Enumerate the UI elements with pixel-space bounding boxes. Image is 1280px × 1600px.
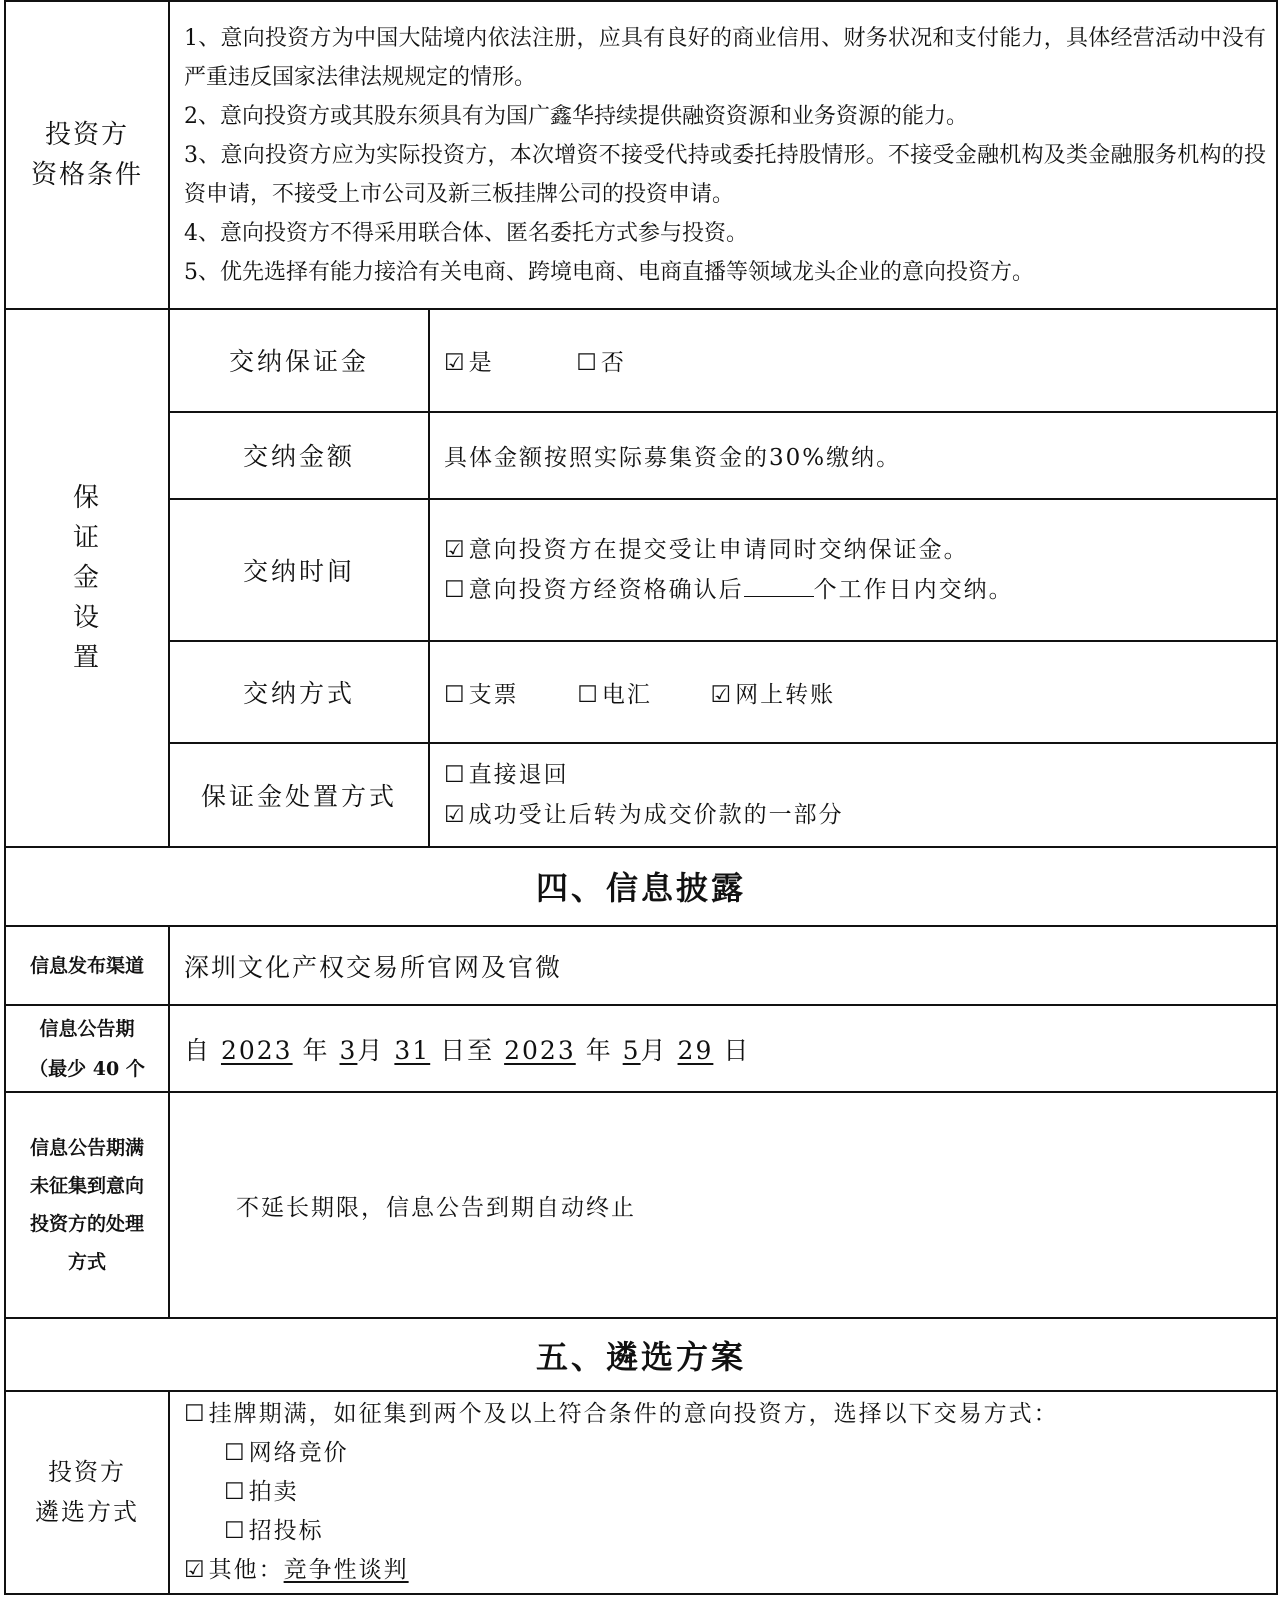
selection-intro: 挂牌期满，如征集到两个及以上符合条件的意向投资方，选择以下交易方式： bbox=[208, 1400, 1059, 1427]
channel-value: 深圳文化产权交易所官网及官微 bbox=[169, 926, 1277, 1005]
start-day: 31 bbox=[394, 1035, 431, 1065]
expiry-value: 不延长期限，信息公告到期自动终止 bbox=[169, 1092, 1277, 1319]
deposit-amount-row bbox=[5, 412, 1277, 499]
qualification-item: 2、意向投资方或其股东须具有为国广鑫华持续提供融资资源和业务资源的能力。 bbox=[184, 103, 968, 129]
checkbox-checked-icon[interactable]: ☑ bbox=[710, 681, 734, 708]
checkbox-checked-icon[interactable]: ☑ bbox=[444, 349, 467, 376]
qualification-item: 5、优先选择有能力接洽有关电商、跨境电商、电商直播等领域龙头企业的意向投资方。 bbox=[184, 259, 1034, 285]
expiry-row bbox=[5, 1092, 1277, 1319]
checkbox-unchecked-icon[interactable]: ☐ bbox=[444, 761, 467, 788]
option-no: 否 bbox=[600, 349, 626, 376]
method-option-online: 网上转账 bbox=[735, 681, 836, 708]
disposal-options bbox=[429, 743, 1277, 847]
qualification-label: 投资方 资格条件 bbox=[5, 1, 169, 309]
section4-row bbox=[5, 847, 1277, 926]
end-day: 29 bbox=[677, 1035, 714, 1065]
deposit-pay-row bbox=[5, 309, 1277, 412]
time-option-2-post: 个工作日内交纳。 bbox=[813, 577, 1014, 604]
deposit-label: 保 证 金 设 置 bbox=[5, 309, 169, 847]
method-options bbox=[429, 641, 1277, 743]
checkbox-unchecked-icon[interactable]: ☐ bbox=[224, 1517, 247, 1544]
checkbox-unchecked-icon[interactable]: ☐ bbox=[224, 1439, 247, 1466]
section5-row bbox=[5, 1318, 1277, 1390]
start-year: 2023 bbox=[220, 1035, 293, 1065]
document-table bbox=[4, 0, 1278, 1595]
pay-deposit-options bbox=[429, 309, 1277, 412]
selection-option-tender: 招投标 bbox=[248, 1517, 324, 1544]
method-option-wire: 电汇 bbox=[601, 681, 652, 708]
deposit-time-row bbox=[5, 499, 1277, 641]
checkbox-checked-icon[interactable]: ☑ bbox=[444, 801, 467, 828]
checkbox-unchecked-icon[interactable]: ☐ bbox=[444, 681, 467, 708]
selection-other-value: 竞争性谈判 bbox=[283, 1556, 409, 1583]
time-label: 交纳时间 bbox=[169, 499, 429, 641]
checkbox-unchecked-icon[interactable]: ☐ bbox=[444, 577, 467, 604]
qualification-item: 4、意向投资方不得采用联合体、匿名委托方式参与投资。 bbox=[184, 220, 748, 246]
end-year: 2023 bbox=[504, 1035, 576, 1065]
method-label: 交纳方式 bbox=[169, 641, 429, 743]
checkbox-unchecked-icon[interactable]: ☐ bbox=[224, 1478, 247, 1505]
start-month: 3 bbox=[339, 1035, 358, 1065]
selection-options bbox=[169, 1391, 1277, 1594]
section-title: 四、信息披露 bbox=[5, 847, 1277, 926]
disposal-label: 保证金处置方式 bbox=[169, 743, 429, 847]
selection-option-auction: 拍卖 bbox=[248, 1478, 299, 1505]
qualification-item: 1、意向投资方为中国大陆境内依法注册，应具有良好的商业信用、财务状况和支付能力，具体经营活动中没有严重违反国家法律法规规定的情形。 bbox=[184, 25, 1267, 90]
section-title: 五、遴选方案 bbox=[5, 1318, 1277, 1390]
selection-option-online-bidding: 网络竞价 bbox=[248, 1439, 349, 1466]
time-option-1: 意向投资方在提交受让申请同时交纳保证金。 bbox=[468, 537, 969, 564]
time-options bbox=[429, 499, 1277, 641]
blank-field[interactable] bbox=[744, 572, 814, 597]
channel-row bbox=[5, 926, 1277, 1005]
selection-label: 投资方 遴选方式 bbox=[5, 1391, 169, 1594]
period-row bbox=[5, 1005, 1277, 1091]
channel-label: 信息发布渠道 bbox=[5, 926, 169, 1005]
expiry-label: 信息公告期满 未征集到意向 投资方的处理 方式 bbox=[5, 1092, 169, 1319]
end-month: 5 bbox=[622, 1035, 641, 1065]
checkbox-checked-icon[interactable]: ☑ bbox=[444, 537, 467, 564]
qualification-content bbox=[169, 1, 1277, 309]
pay-deposit-label: 交纳保证金 bbox=[169, 309, 429, 412]
qualification-item: 3、意向投资方应为实际投资方，本次增资不接受代持或委托持股情形。不接受金融机构及类金融服务机构的投资申请，不接受上市公司及新三板挂牌公司的投资申请。 bbox=[184, 142, 1267, 207]
deposit-method-row bbox=[5, 641, 1277, 743]
selection-row bbox=[5, 1391, 1277, 1594]
checkbox-unchecked-icon[interactable]: ☐ bbox=[184, 1400, 207, 1427]
period-label: 信息公告期 （最少 40 个 bbox=[5, 1005, 169, 1091]
selection-other-label: 其他： bbox=[208, 1556, 284, 1583]
checkbox-unchecked-icon[interactable]: ☐ bbox=[577, 681, 600, 708]
disposal-option-2: 成功受让后转为成交价款的一部分 bbox=[468, 801, 844, 828]
amount-value: 具体金额按照实际募集资金的30%缴纳。 bbox=[429, 412, 1277, 499]
option-yes: 是 bbox=[468, 349, 494, 376]
period-value: 自 2023 年 3月 31 日至 2023 年 5月 29 日 bbox=[169, 1005, 1277, 1091]
checkbox-unchecked-icon[interactable]: ☐ bbox=[576, 349, 599, 376]
checkbox-checked-icon[interactable]: ☑ bbox=[184, 1556, 207, 1583]
disposal-option-1: 直接退回 bbox=[468, 761, 569, 788]
deposit-disposal-row bbox=[5, 743, 1277, 847]
qualification-row bbox=[5, 1, 1277, 309]
time-option-2-pre: 意向投资方经资格确认后 bbox=[468, 577, 744, 604]
method-option-cheque: 支票 bbox=[468, 681, 519, 708]
amount-label: 交纳金额 bbox=[169, 412, 429, 499]
